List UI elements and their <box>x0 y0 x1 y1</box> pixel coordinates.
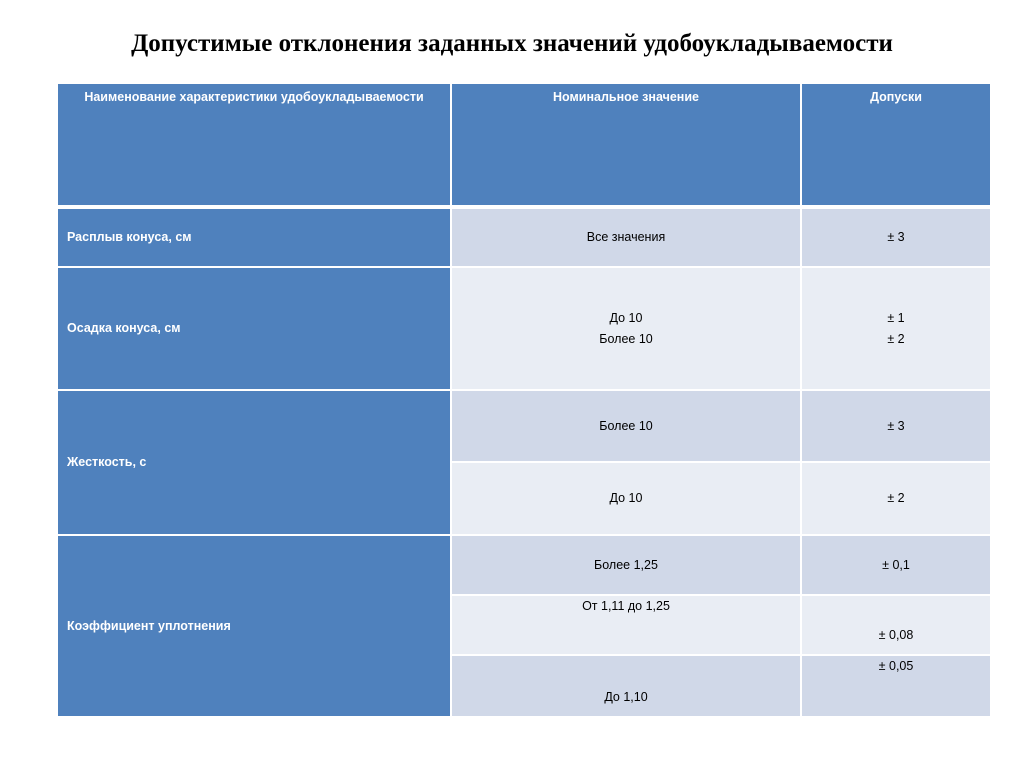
nominal-cell: Более 10 <box>452 391 800 461</box>
tolerance-cell: ± 2 <box>802 463 990 534</box>
nominal-cell <box>452 268 800 389</box>
page-title: Допустимые отклонения заданных значений удобоукладываемости <box>131 30 893 57</box>
nominal-cell: Все значения <box>452 209 800 266</box>
tolerance-cell <box>802 268 990 389</box>
tolerance-table <box>58 84 990 716</box>
nominal-cell: От 1,11 до 1,25 <box>452 596 800 654</box>
row-label-cone-slump: Осадка конуса, см <box>58 268 450 389</box>
tolerance-value: ± 1 <box>887 310 905 325</box>
row-label-cone-spread: Расплыв конуса, см <box>58 209 450 266</box>
tolerance-cell: ± 3 <box>802 391 990 461</box>
nominal-cell: До 1,10 <box>452 656 800 716</box>
column-header-characteristic: Наименование характеристики удобоукладываемости <box>58 84 450 205</box>
tolerance-cell: ± 0,1 <box>802 536 990 594</box>
nominal-cell: До 10 <box>452 463 800 534</box>
tolerance-cell: ± 0,05 <box>802 656 990 716</box>
column-header-nominal: Номинальное значение <box>452 84 800 205</box>
tolerance-cell: ± 0,08 <box>802 596 990 654</box>
column-header-tolerance: Допуски <box>802 84 990 205</box>
row-label-stiffness: Жесткость, с <box>58 391 450 534</box>
row-label-compaction-factor: Коэффициент уплотнения <box>58 536 450 716</box>
tolerance-cell: ± 3 <box>802 209 990 266</box>
tolerance-value: ± 2 <box>887 331 905 346</box>
nominal-value: До 10 <box>609 310 643 325</box>
nominal-cell: Более 1,25 <box>452 536 800 594</box>
nominal-value: Более 10 <box>599 331 653 346</box>
